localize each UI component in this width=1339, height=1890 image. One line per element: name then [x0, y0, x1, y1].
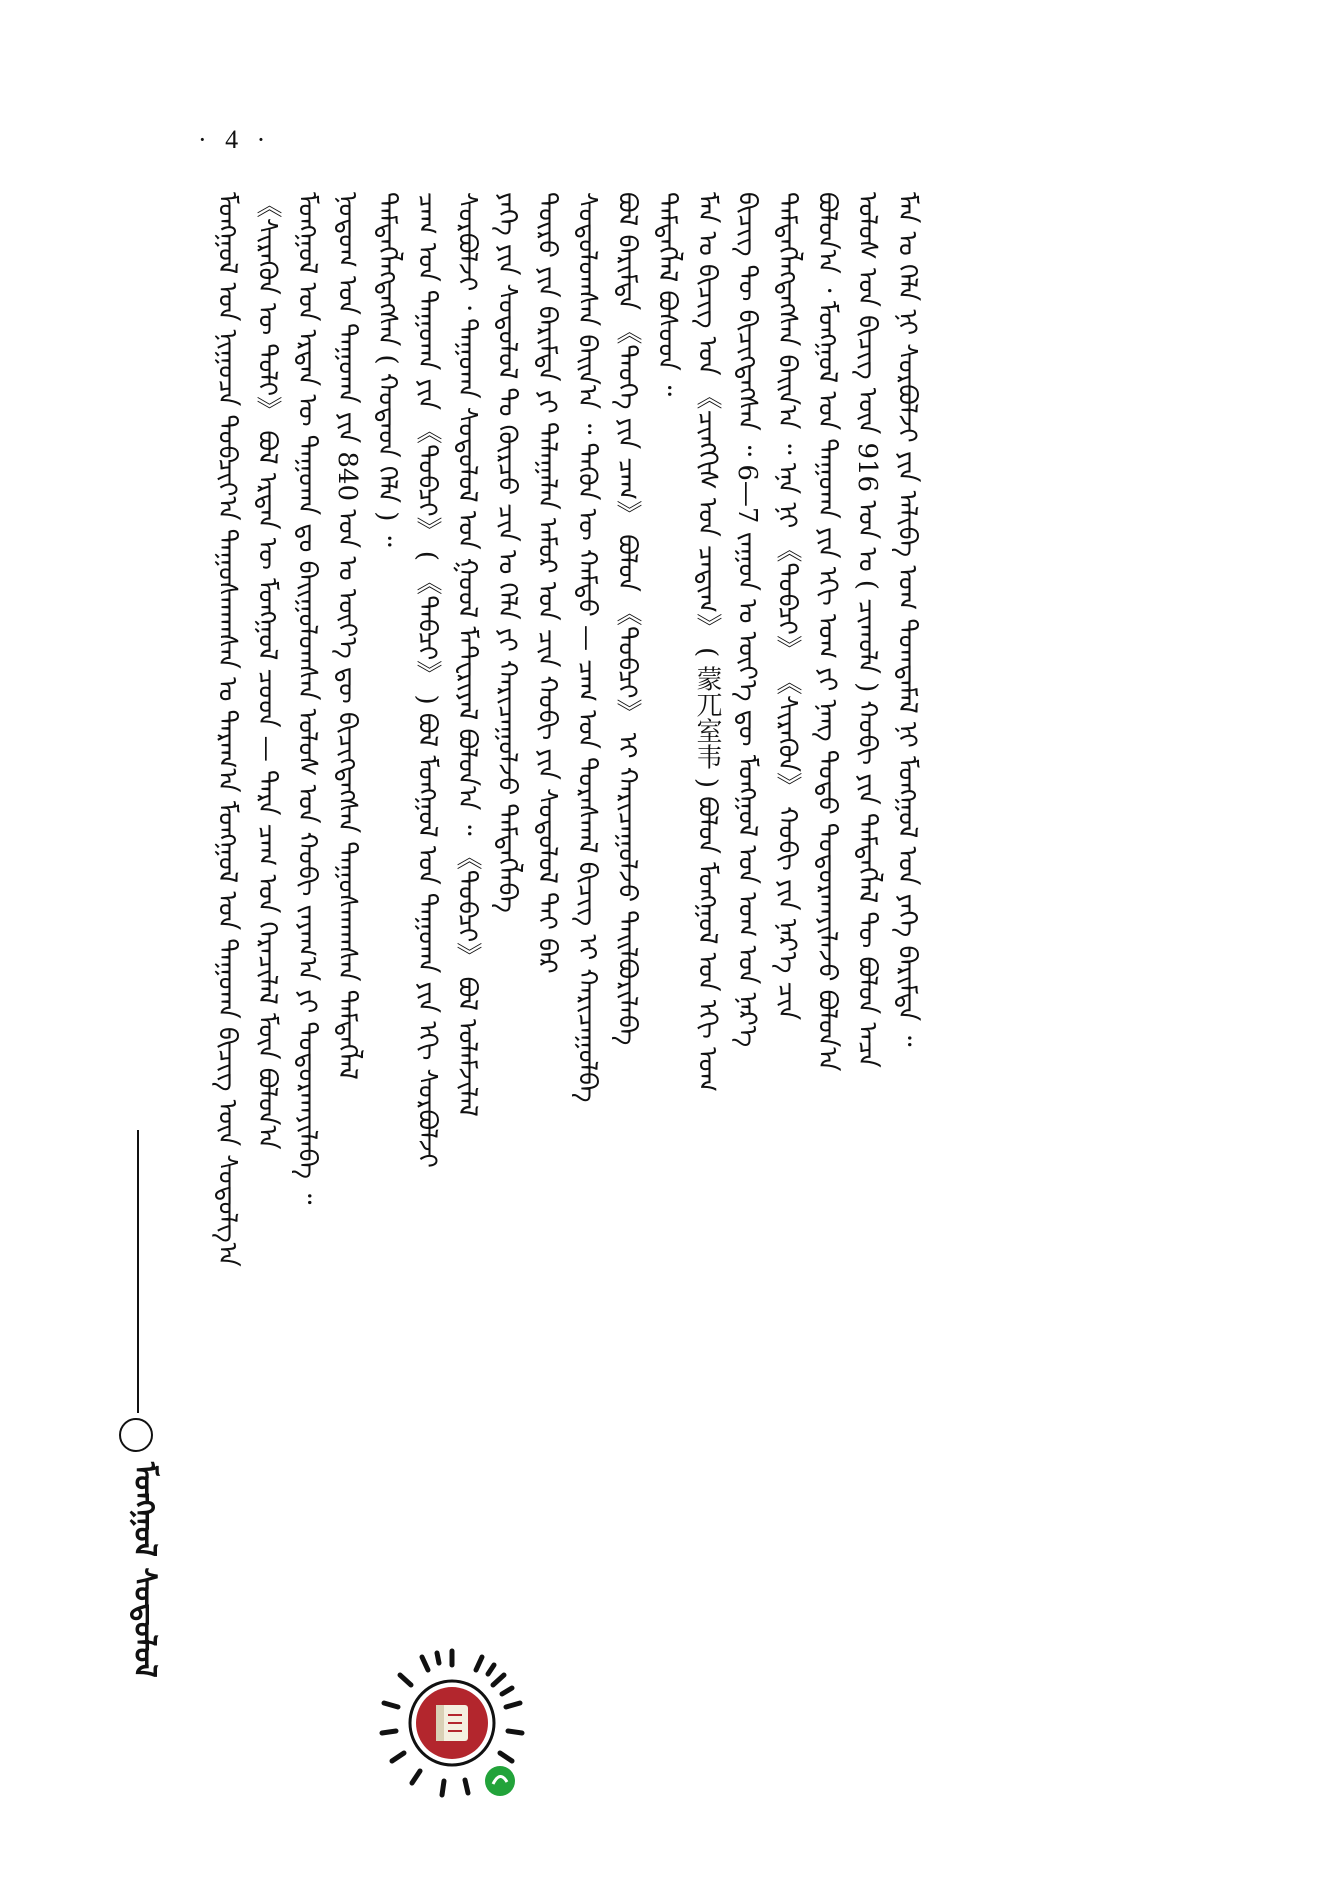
text-column: ᠲᠦᠷᠦ ᠶᠢᠨ ᠪᠠᠷᠢᠮᠲᠠ ᠶᠢ ᠲᠠᠯᠠᠭᠠᠯᠠᠨ ᠠᠮᠤᠷ ᠤᠨ ᠴᠢᠨ ᠬᠤᠪᠢ ᠶᠢᠨ ᠰᠤᠳᠤᠯᠤᠯ ᠲᠠᠢ ᠪᠡᠷ — [532, 192, 562, 974]
text-column: ᠤᠯᠤᠰ ᠤᠨ ᠪᠢᠴᠢᠭ ᠦᠨ 916 ᠣᠨ ᠤ ( ᠴᠢᠬᠤᠯᠠ ) ᠬᠤᠪᠢ ᠶᠢᠨ ᠲᠡᠮᠳᠡᠭᠯᠡᠯ ᠲᠦ ᠪᠣᠯᠤᠨ ᠠᠴᠠ — [852, 192, 882, 1068]
text-column: ᠮᠠᠨ ᠤ ᠪᠢᠴᠢᠭ ᠤᠨ 《ᠴᠢᠩᠭᠢᠰ ᠤᠨ ᠴᠠᠳᠢᠭ》 ( 蒙兀室韦 ) ᠪᠣᠯᠤᠨ ᠮᠣᠩᠭᠣᠯ ᠤᠨ ᠡᠬᠢ ᠤᠭ — [692, 192, 722, 1093]
text-column: ᠶᠡᠬᠡ ᠶᠢᠨ ᠰᠤᠳᠤᠯᠤᠯ ᠲᠤ ᠬᠦᠷᠴᠦ ᠴᠢᠨ ᠤ ᠬᠡᠯᠡ ᠶᠢ ᠬᠠᠷᠢᠴᠠᠭᠤᠯᠵᠤ ᠲᠡᠮᠳᠡᠭᠯᠡᠪᠡ — [492, 192, 522, 913]
text-column: 《ᠰᠢᠷᠡᠭᠦᠨ ᠦ ᠲᠤᠯᠢ》 ᠪᠣᠯ ᠡᠷᠲᠡᠨ ᠦ ᠮᠣᠩᠭᠣᠯ ᠴᠤᠳ — ᠲᠡᠷᠡ ᠴᠠᠭ ᠤᠨ ᠭᠡᠷᠡᠴᠢᠯᠡᠯ ᠮᠥᠨ ᠪᠣᠯᠤᠨ᠎ᠠ — [252, 192, 282, 1150]
circle-ornament-icon — [119, 1418, 153, 1452]
text-column: ᠮᠣᠩᠭᠣᠯ ᠤᠨ ᠡᠷᠲᠡᠨ ᠦ ᠲᠠᠭᠤᠬᠠ ᠳᠤ ᠪᠠᠢᠭᠤᠯᠤᠭᠰᠠᠨ ᠤᠯᠤᠰ ᠤᠨ ᠬᠤᠪᠢ ᠵᠠᠶᠠᠭ᠎ᠠ ᠶᠢ ᠲᠣᠳᠣᠷᠬᠠᠶᠢᠯᠠᠪᠠ ᠃ — [292, 192, 322, 1205]
text-column: ᠲᠡᠮᠳᠡᠭᠯᠡᠯ ᠪᠤᠰᠤᠳ ᠃ — [652, 192, 682, 397]
text-column: ᠮᠣᠩᠭᠣᠯ ᠤᠨ ᠨᠢᠭᠤᠴᠠ ᠲᠣᠪᠴᠢᠶ᠎ᠠ ᠳᠠᠭᠤᠰᠬᠠᠭᠰᠠᠨ ᠤ ᠳᠠᠷᠠᠭ᠎ᠠ ᠮᠣᠩᠭᠣᠯ ᠤᠨ ᠲᠠᠭᠤᠬᠠ ᠪᠢᠴᠢᠭ ᠦᠨ ᠰᠤᠳᠤᠯᠭ᠎ᠠ — [212, 192, 242, 1267]
text-column: ᠲᠡᠮᠳᠡᠭᠯᠡᠭᠳᠡᠭᠰᠡᠨ ( ᠬᠤᠳᠠᠳ ᠬᠡᠯᠡ ) ᠃ — [372, 192, 402, 547]
head-rule — [137, 1130, 139, 1413]
text-column: ᠪᠣᠯᠤᠨ᠎ᠠ ᠂ ᠮᠣᠩᠭᠣᠯ ᠤᠨ ᠲᠠᠭᠤᠬᠠ ᠶᠢᠨ ᠡᠬᠢ ᠤᠭ ᠶᠢ ᠨᠡᠩ ᠲᠣᠳᠣ ᠲᠣᠳᠣᠷᠬᠠᠶᠢᠯᠠᠵᠤ ᠪᠣᠯᠤᠨ᠎ᠠ — [812, 192, 842, 1072]
qr-code-icon — [372, 1643, 532, 1803]
text-column: ᠮᠠᠨ ᠤ ᠬᠡᠯᠡ ᠨᠢ ᠰᠤᠷᠪᠤᠯᠵᠢ ᠶᠢᠨ ᠠᠯᠢᠪᠠ ᠤᠭ ᠲᠣᠭᠲᠠᠮᠠᠯ ᠨᠢ ᠮᠣᠩᠭᠣᠯ ᠤᠨ ᠶᠡᠬᠡ ᠪᠠᠷᠢᠮᠲᠠ ᠃ — [892, 192, 922, 1047]
text-column: ᠨᠤᠲᠤᠭ ᠤᠨ ᠲᠠᠭᠤᠬᠠ ᠶᠢᠨ 840 ᠣᠨ ᠤ ᠦᠶ᠎ᠡ ᠳᠦ ᠪᠢᠴᠢᠭᠳᠡᠭᠰᠡᠨ ᠳᠠᠭᠤᠰᠬᠠᠭᠰᠠᠨ ᠲᠡᠮᠳᠡᠭᠯᠡᠯ — [332, 192, 362, 1080]
text-column: ᠲᠡᠮᠳᠡᠭᠯᠡᠭᠳᠡᠭᠰᠡᠨ ᠪᠠᠢᠨ᠎ᠠ ᠃ ᠡᠨᠡ ᠨᠢ 《ᠲᠣᠪᠴᠢ》 《ᠰᠢᠷᠡᠭᠦᠨ》 ᠬᠤᠪᠢ ᠶᠢᠨ ᠨᠡᠷ᠎ᠡ ᠴᠢᠨ — [772, 192, 802, 1021]
text-column: ᠰᠤᠳᠤᠯᠤᠭᠰᠠᠨ ᠪᠠᠢᠨ᠎ᠠ ᠃ ᠲᠡᠭᠦᠨ ᠦ ᠬᠠᠮᠲᠤ — ᠴᠠᠭ ᠤᠨ ᠳᠤᠷᠠᠰᠬᠠᠯ ᠪᠢᠴᠢᠭ ᠢ ᠬᠠᠷᠢᠴᠠᠭᠤᠯᠪᠠ — [572, 192, 602, 1103]
text-column: ᠪᠣᠯ ᠪᠠᠷᠢᠮᠲᠠ 《ᠲᠡᠦᠬᠡ ᠶᠢᠨ ᠴᠠᠭ》 ᠪᠣᠯᠤᠨ 《ᠲᠣᠪᠴᠢ》 ᠢ ᠬᠠᠷᠢᠴᠠᠭᠤᠯᠵᠤ ᠲᠠᠢᠯᠪᠤᠷᠢᠯᠠᠪᠠ — [612, 192, 642, 1046]
running-head: ᠮᠣᠩᠭᠣᠯ ᠰᠤᠳᠤᠯᠤᠯ — [127, 1462, 162, 1678]
page-number: · 4 · — [198, 125, 272, 154]
text-column: ᠰᠤᠷᠪᠤᠯᠵᠢ ᠂ ᠲᠠᠭᠤᠬᠠ ᠰᠤᠳᠤᠯᠤᠯ ᠤᠨ ᠭᠣᠣᠯ ᠮᠠᠲ᠋ᠧᠷᠢᠶᠠᠯ ᠪᠣᠯᠤᠨ᠎ᠠ ᠃ 《ᠲᠣᠪᠴᠢ》 ᠪᠣᠯ ᠤᠯᠠᠮᠵᠢᠯᠠᠯ — [452, 192, 482, 1117]
text-column: ᠪᠢᠴᠢᠭ ᠲᠦ ᠪᠢᠴᠢᠭᠳᠡᠭᠰᠡᠨ ᠃ 6—7 ᠵᠠᠭᠤᠨ ᠤ ᠦᠶ᠎ᠡ ᠳᠦ ᠮᠣᠩᠭᠣᠯ ᠤᠨ ᠤᠭ ᠤᠨ ᠨᠡᠷ᠎ᠡ — [732, 192, 762, 1048]
text-column: ᠴᠠᠭ ᠤᠨ ᠲᠠᠭᠤᠬᠠ ᠶᠢᠨ 《ᠲᠣᠪᠴᠢ》 ( 《ᠲᠠᠪᠴᠢ》 ) ᠪᠣᠯ ᠮᠣᠩᠭᠣᠯ ᠤᠨ ᠲᠠᠭᠤᠬᠠ ᠶᠢᠨ ᠡᠬᠢ ᠰᠤᠷᠪᠤᠯᠵᠢ — [412, 192, 442, 1168]
